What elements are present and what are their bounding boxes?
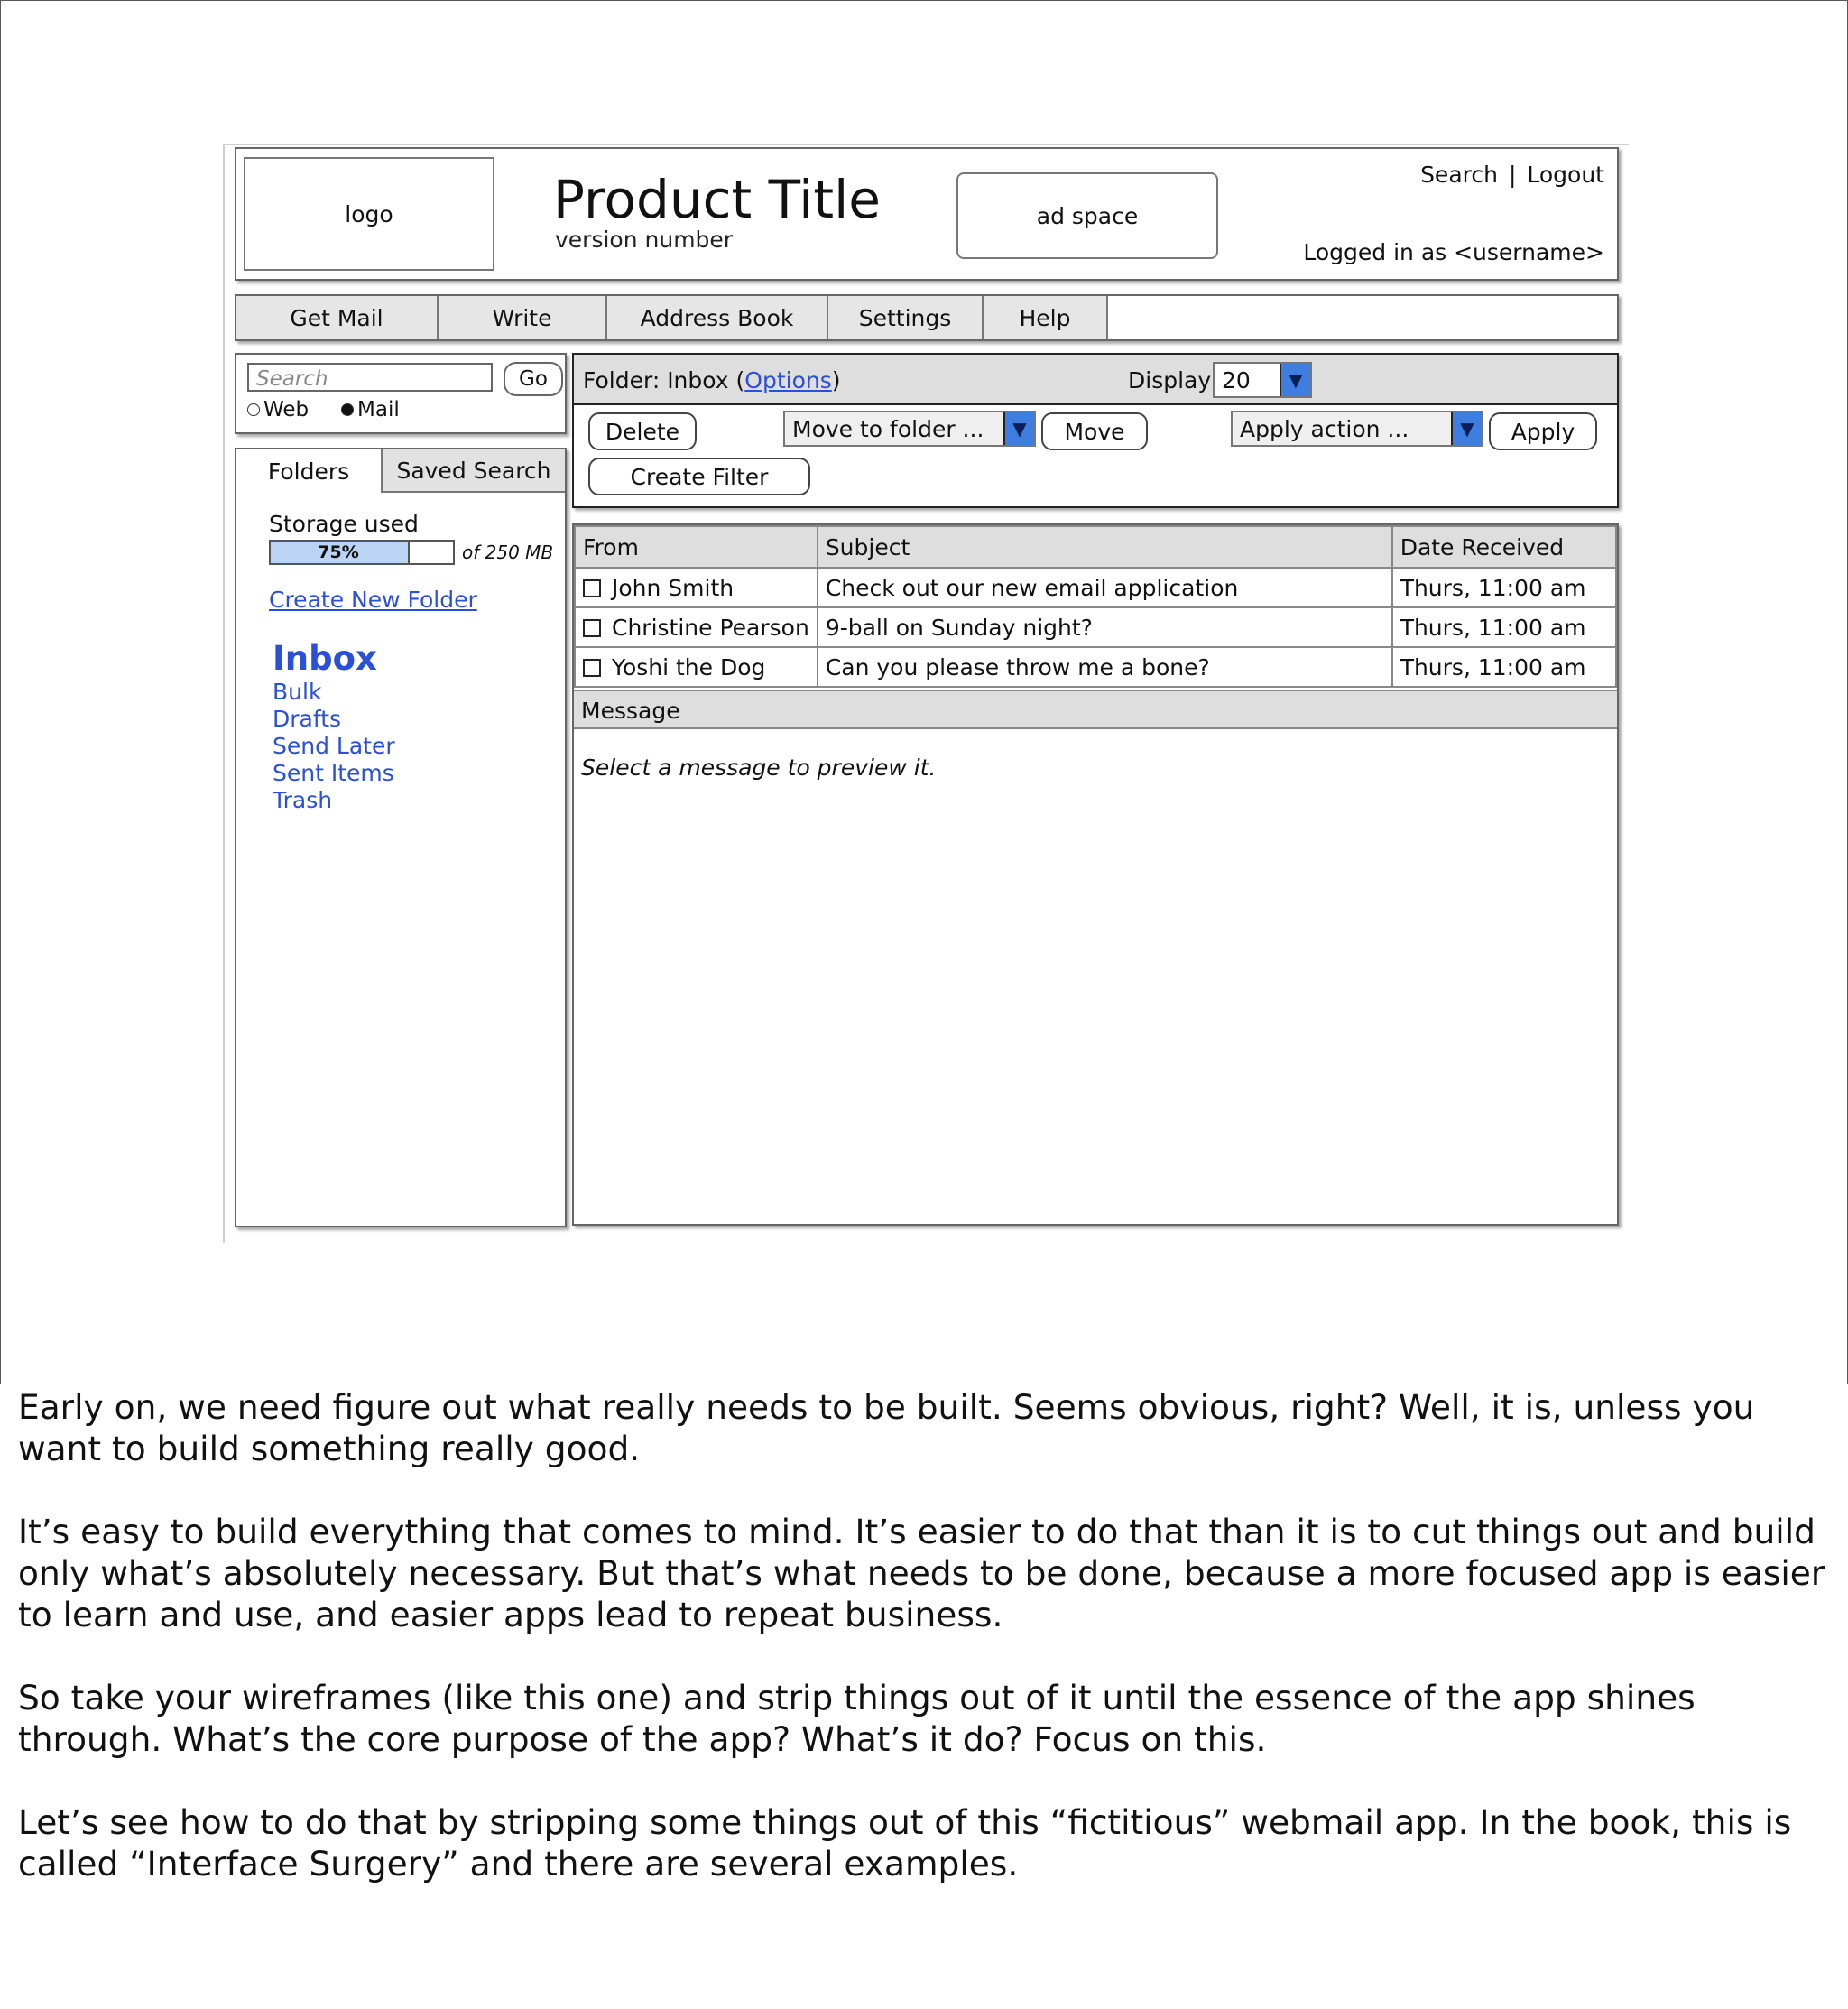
storage-bar bbox=[269, 540, 455, 565]
folder-bulk[interactable]: Bulk bbox=[273, 679, 322, 705]
chevron-down-icon[interactable]: ▼ bbox=[1280, 364, 1310, 396]
column-subject[interactable]: Subject bbox=[818, 526, 1392, 568]
move-to-folder-select[interactable] bbox=[783, 411, 1036, 447]
move-to-folder-value: Move to folder ... bbox=[792, 415, 984, 442]
notes-paragraph: So take your wireframes (like this one) and strip things out of it until the essence of the app shines through. What’s the core purpose of the app? What’s it do? Focus on this. bbox=[18, 1678, 1696, 1759]
nav-address-book[interactable]: Address Book bbox=[607, 296, 828, 339]
message-from-text: John Smith bbox=[612, 574, 735, 601]
folder-send-later[interactable]: Send Later bbox=[273, 733, 395, 759]
ad-space[interactable]: ad space bbox=[956, 172, 1218, 259]
row-checkbox[interactable] bbox=[583, 619, 601, 637]
go-button[interactable]: Go bbox=[504, 362, 563, 396]
table-row[interactable] bbox=[575, 647, 1616, 687]
folder-prefix: Folder: Inbox ( bbox=[583, 367, 745, 393]
options-link[interactable]: Options bbox=[744, 367, 832, 393]
create-new-folder-link[interactable]: Create New Folder bbox=[269, 587, 477, 613]
folder-inbox[interactable]: Inbox bbox=[273, 639, 377, 678]
message-from-text: Christine Pearson bbox=[612, 614, 809, 641]
table-row[interactable] bbox=[575, 607, 1616, 647]
sidebar bbox=[235, 448, 567, 1227]
message-from bbox=[575, 607, 818, 647]
radio-web[interactable] bbox=[247, 398, 309, 421]
column-date-received[interactable]: Date Received bbox=[1392, 526, 1616, 568]
create-filter-button[interactable]: Create Filter bbox=[588, 458, 810, 495]
message-date: Thurs, 11:00 am bbox=[1392, 647, 1616, 687]
row-checkbox[interactable] bbox=[583, 579, 601, 597]
table-header-row bbox=[575, 526, 1616, 568]
link-separator: | bbox=[1508, 162, 1517, 188]
message-from bbox=[575, 568, 818, 607]
message-preview-text: Select a message to preview it. bbox=[581, 755, 937, 781]
radio-mail[interactable] bbox=[341, 398, 400, 421]
radio-web-label: Web bbox=[263, 398, 310, 421]
folder-suffix: ) bbox=[831, 367, 841, 393]
storage-percent: 75% bbox=[318, 542, 359, 562]
radio-web-dot[interactable] bbox=[247, 403, 260, 416]
app-header bbox=[235, 147, 1619, 281]
message-pane bbox=[572, 523, 1619, 1226]
display-label: Display bbox=[1128, 367, 1212, 393]
product-title: Product Title bbox=[553, 169, 881, 230]
storage-capacity: of 250 MB bbox=[462, 542, 554, 563]
logo[interactable]: logo bbox=[244, 157, 494, 271]
message-subject[interactable]: Check out our new email application bbox=[818, 568, 1392, 607]
message-preview-header: Message bbox=[574, 690, 1617, 729]
message-table bbox=[574, 525, 1617, 688]
folder-sent-items[interactable]: Sent Items bbox=[273, 760, 394, 786]
radio-mail-label: Mail bbox=[357, 398, 400, 421]
message-toolbar bbox=[572, 353, 1619, 508]
tab-saved-search[interactable]: Saved Search bbox=[381, 449, 565, 493]
message-from bbox=[575, 647, 818, 687]
notes-paragraph: Early on, we need figure out what really needs to be built. Seems obvious, right? Well, it is, unless you want to build something really good. bbox=[18, 1387, 1755, 1468]
apply-action-select[interactable] bbox=[1231, 411, 1483, 447]
display-count-select[interactable] bbox=[1213, 362, 1312, 398]
tab-folders[interactable]: Folders bbox=[236, 449, 381, 493]
toolbar-header bbox=[574, 355, 1617, 405]
header-links bbox=[1420, 162, 1604, 188]
search-link[interactable]: Search bbox=[1420, 162, 1498, 188]
message-subject[interactable]: 9-ball on Sunday night? bbox=[818, 607, 1392, 647]
notes-paragraph: Let’s see how to do that by stripping some things out of this “fictitious” webmail app. In the book, this is called “Interface Surgery” and there are several examples. bbox=[18, 1802, 1792, 1884]
delete-button[interactable]: Delete bbox=[588, 412, 697, 450]
slide-notes bbox=[18, 1386, 1832, 1926]
message-from-text: Yoshi the Dog bbox=[612, 653, 766, 680]
folder-drafts[interactable]: Drafts bbox=[273, 706, 342, 732]
radio-mail-dot[interactable] bbox=[341, 403, 354, 416]
column-from[interactable]: From bbox=[575, 526, 818, 568]
row-checkbox[interactable] bbox=[583, 659, 601, 677]
apply-button[interactable]: Apply bbox=[1489, 412, 1597, 450]
logout-link[interactable]: Logout bbox=[1527, 162, 1604, 188]
folder-trash[interactable]: Trash bbox=[273, 787, 333, 813]
logged-in-status: Logged in as <username> bbox=[1303, 239, 1604, 265]
search-input[interactable]: Search bbox=[247, 363, 493, 392]
nav-settings[interactable]: Settings bbox=[828, 296, 984, 339]
notes-paragraph: It’s easy to build everything that comes to mind. It’s easier to do that than it is to cut things out and build only what’s absolutely necessary. But that’s what needs to be done, because a more focused app is easier to learn and use, and easier apps lead to repeat business. bbox=[18, 1512, 1825, 1634]
search-panel bbox=[235, 353, 567, 434]
message-date: Thurs, 11:00 am bbox=[1392, 607, 1616, 647]
chevron-down-icon[interactable]: ▼ bbox=[1451, 412, 1482, 445]
move-button[interactable]: Move bbox=[1041, 412, 1148, 450]
main-nav bbox=[235, 294, 1619, 341]
message-subject[interactable]: Can you please throw me a bone? bbox=[818, 647, 1392, 687]
table-row[interactable] bbox=[575, 568, 1616, 607]
version-number: version number bbox=[555, 227, 734, 253]
nav-spacer bbox=[1108, 296, 1617, 339]
storage-label: Storage used bbox=[269, 511, 419, 537]
nav-get-mail[interactable]: Get Mail bbox=[236, 296, 439, 339]
nav-help[interactable]: Help bbox=[984, 296, 1108, 339]
display-count-value: 20 bbox=[1222, 366, 1251, 393]
folder-label bbox=[583, 367, 841, 393]
chevron-down-icon[interactable]: ▼ bbox=[1003, 412, 1034, 445]
nav-write[interactable]: Write bbox=[439, 296, 607, 339]
message-date: Thurs, 11:00 am bbox=[1392, 568, 1616, 607]
apply-action-value: Apply action ... bbox=[1240, 415, 1409, 442]
